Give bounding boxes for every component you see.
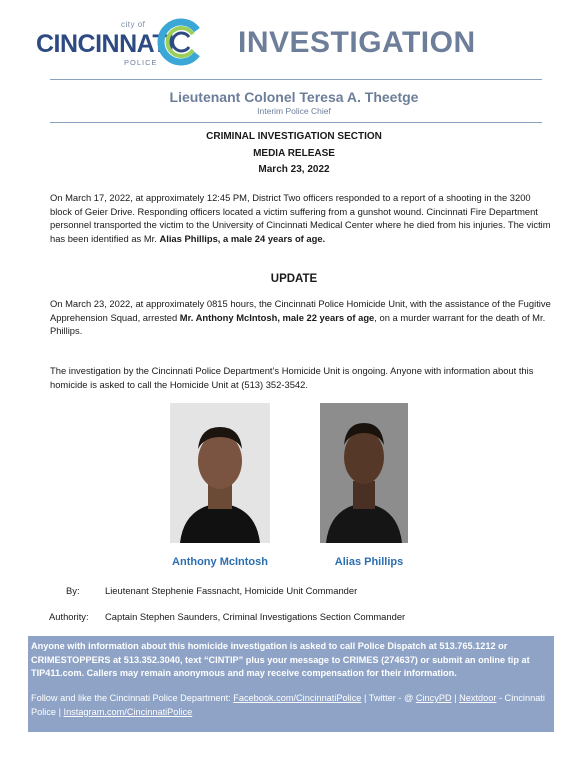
officer-title: Interim Police Chief — [257, 106, 331, 116]
suspect-caption: Anthony McIntosh — [172, 556, 268, 568]
city-c-logo-icon — [157, 18, 205, 66]
logo-police: POLICE — [124, 58, 158, 67]
update-text-b: , on a murder warrant for the death of Mr. Phillips. — [50, 311, 546, 337]
update-paragraph — [50, 297, 555, 338]
investigation-paragraph: The investigation by the Cincinnati Police Department’s Homicide Unit is ongoing. Anyone with information about this homicide is asked to call the Homicide Unit at (513) 352-3542. — [50, 365, 534, 390]
release-date: March 23, 2022 — [258, 164, 330, 175]
logo-city-name: CINCINNATI — [36, 30, 174, 58]
authority-label: Authority: — [49, 611, 89, 622]
victim-photo — [320, 403, 408, 543]
twitter-link[interactable]: CincyPD — [415, 693, 452, 703]
social-prefix: Follow and like the Cincinnati Police Department: — [31, 693, 234, 703]
facebook-link[interactable]: Facebook.com/CincinnatiPolice — [233, 693, 362, 703]
victim-caption: Alias Phillips — [334, 556, 404, 568]
logo-city-of: city of — [121, 20, 146, 29]
social-separator: | — [451, 693, 460, 703]
release-type: MEDIA RELEASE — [253, 148, 335, 159]
instagram-link[interactable]: Instagram.com/CincinnatiPolice — [63, 706, 193, 717]
incident-text: On March 17, 2022, at approximately 12:45 PM, District Two officers responded to a report of a shooting in the 3200 block of Geier Drive. Responding officers located a victim suffering from a gunshot wound. Cincinnati Fire Department personnel transported the victim to the University of Cincinnati Medical Center where he died from his injuries. The victim has been identified as Mr. — [50, 192, 551, 244]
incident-paragraph — [50, 191, 555, 245]
officer-name: Lieutenant Colonel Teresa A. Theetge — [169, 89, 419, 105]
person-silhouette-icon — [320, 403, 408, 543]
footer-tip-text: Anyone with information about this homicide investigation is asked to call Police Dispatch at 513.765.1212 or CRIMESTOPPERS at 513.352.3040, text “CINTIP” plus your message to CRIMES (274637) or submit an online tip at TIP411.com. Callers may remain anonymous and may receive compensation for their information. — [31, 641, 530, 678]
authority-text: Captain Stephen Saunders, Criminal Investigations Section Commander — [105, 611, 406, 622]
suspect-photo — [170, 403, 270, 543]
victim-identity: Alias Phillips, a male 24 years of age. — [159, 232, 326, 244]
nextdoor-rest: - Cincinnati Police | — [31, 693, 545, 717]
by-text: Lieutenant Stephenie Fassnacht, Homicide Unit Commander — [105, 585, 358, 596]
twitter-prefix: | Twitter - @ — [361, 693, 416, 703]
header-divider — [50, 79, 542, 80]
page-header-title: INVESTIGATION — [238, 26, 476, 59]
person-silhouette-icon — [170, 403, 270, 543]
update-text-a: On March 23, 2022, at approximately 0815 hours, the Cincinnati Police Homicide Unit, with the assistance of the Fugitive Apprehension Squad, arrested — [50, 298, 551, 323]
update-heading: UPDATE — [270, 273, 318, 285]
suspect-identity: Mr. Anthony McIntosh, male 22 years of age — [179, 311, 375, 323]
footer-social-text — [31, 692, 551, 719]
section-title: CRIMINAL INVESTIGATION SECTION — [206, 131, 382, 142]
by-label: By: — [66, 585, 80, 596]
officer-divider — [50, 122, 542, 123]
nextdoor-link[interactable]: Nextdoor — [459, 693, 497, 703]
